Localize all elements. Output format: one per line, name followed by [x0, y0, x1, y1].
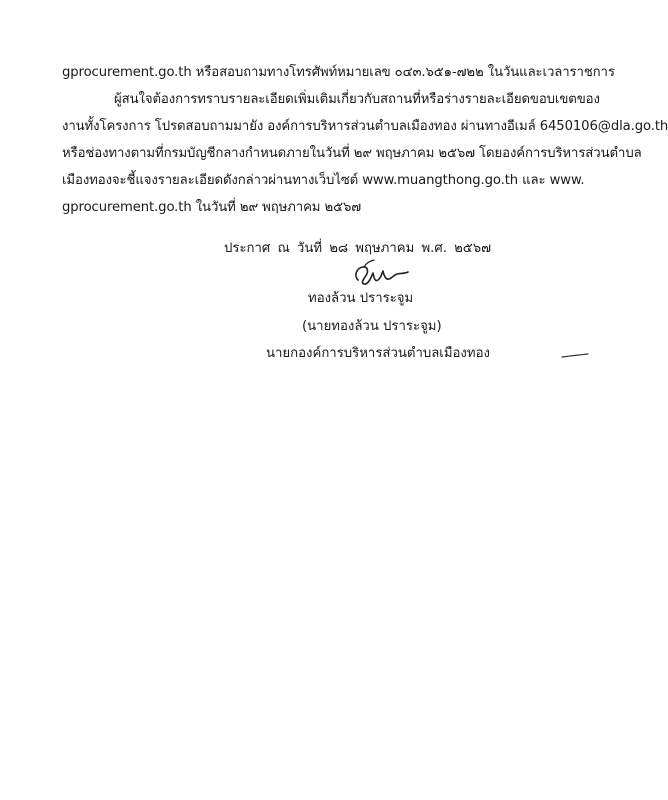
body-line-2: ผู้สนใจต้องการทราบรายละเอียดเพิ่มเติมเกี่ยวกับสถานที่หรือร่างรายละเอียดขอบเขตของ [114, 92, 600, 107]
signer-position: นายกองค์การบริหารส่วนตำบลเมืองทอง [266, 346, 490, 361]
body-line-4: หรือช่องทางตามที่กรมบัญชีกลางกำหนดภายในวันที่ ๒๙ พฤษภาคม ๒๕๖๗ โดยองค์การบริหารส่วนตำบล [62, 146, 642, 161]
body-line-5: เมืองทองจะชี้แจงรายละเอียดดังกล่าวผ่านทางเว็บไซต์ www.muangthong.go.th และ www. [62, 173, 585, 188]
body-line-1: gprocurement.go.th หรือสอบถามทางโทรศัพท์หมายเลข ๐๔๓.๖๕๑-๗๒๒ ในวันและเวลาราชการ [62, 65, 615, 80]
handwritten-signature [352, 258, 412, 292]
body-line-6: gprocurement.go.th ในวันที่ ๒๙ พฤษภาคม ๒๕๖๗ [62, 200, 362, 215]
announcement-date: ประกาศ ณ วันที่ ๒๘ พฤษภาคม พ.ศ. ๒๕๖๗ [224, 241, 492, 256]
body-line-3: งานทั้งโครงการ โปรดสอบถามมายัง องค์การบริหารส่วนตำบลเมืองทอง ผ่านทางอีเมล์ 6450106@dla.go.th [62, 119, 668, 134]
margin-pen-mark [560, 351, 590, 361]
signer-name: ทองล้วน ปราระจูม [308, 291, 414, 306]
signer-full-name: (นายทองล้วน ปราระจูม) [302, 319, 442, 334]
